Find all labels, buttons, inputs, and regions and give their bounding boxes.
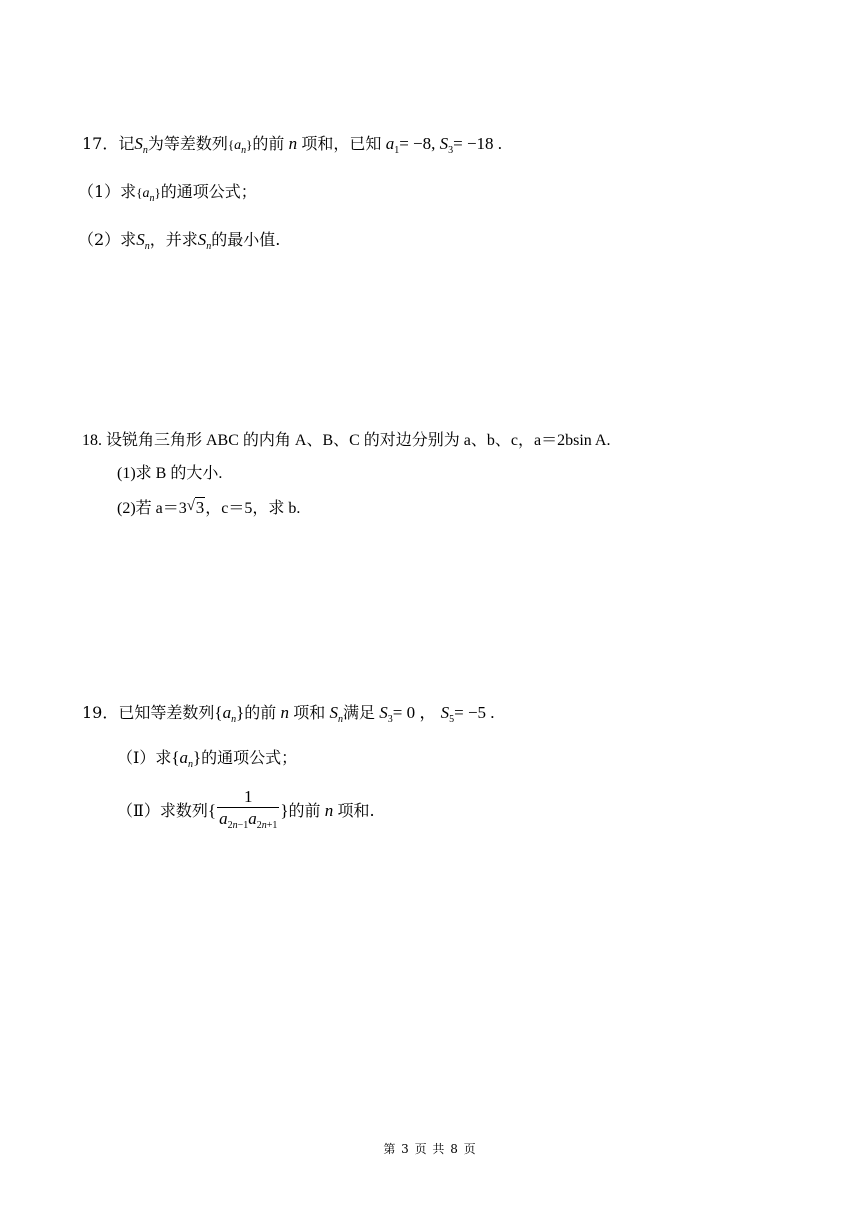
q19-stem: 19．已知等差数列$\{a_n\}$的前 n 项和 $S_n$满足 $S_3= 0$ ， $S_5= -5$ . [82,703,495,725]
q19-part2: （Ⅱ）求数列{ $\frac{1}{a_{2n-1}a_{2n+1}}$ }的前 n 项和. [117,786,375,836]
fraction: $\frac{1}{a_{2n-1}a_{2n+1}}$ [217,787,279,837]
q18-part2: (2)若 a＝3 √ 3，c＝5，求 b. [117,498,301,517]
q17-stem: 17．记$S_n$为等差数列$\{a_n\}$的前 n 项和，已知 $a_1= -8$, $S_3= -18$ . [82,134,503,156]
q19-part1: （Ⅰ）求$\{a_n\}$的通项公式； [117,748,298,770]
sqrt-sign: √ 3 [186,498,205,517]
q17-part1: （1）求$\{a_n\}$的通项公式； [78,182,257,204]
q18-part1: (1)求 B 的大小. [117,465,223,482]
page-footer: 第 3 页 共 8 页 [383,1142,477,1156]
q17-part2: （2）求$S_n$，并求$S_n$的最小值. [78,230,281,252]
q18-stem: 18. 设锐角三角形 ABC 的内角 A、B、C 的对边分别为 a、b、c，a＝2bsin A. [82,432,611,449]
